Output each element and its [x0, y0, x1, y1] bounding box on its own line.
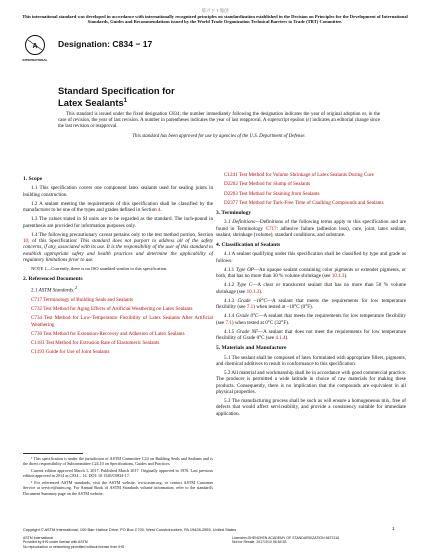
para-1-3: 1.3 The values stated in SI units are to be regarded as the standard. The inch-pound in parenthesis are provided for information purposes only. — [23, 216, 213, 229]
reference-item[interactable]: C734 Test Method for Low-Temperature Flexibility of Latex Sealants After Artificial Weathering — [31, 315, 214, 328]
para-4-1-1: 4.1.1 Type OP—An opaque sealant containing color pigments or extender pigments, or both, that has no more than 30 % volume shrinkage (see 10.1.3). — [216, 266, 406, 279]
notice-text: This international standard was developed in accordance with internationally recognized principles on standardization established in the Decision on Principles for the Development of International Standards, Guides and Recommendations issued by the World Trade Organization Technical Barriers to Trade (TBT) Committee. — [22, 13, 408, 25]
footnote-1-edition: Current edition approved March 1, 2017. Published March 2017. Originally approved in 1976. Last previous edition approved in 2014 as C834 – 14. DOI: 10.1520/C0834-17. — [23, 468, 213, 479]
reference-item[interactable]: C736 Test Method for Extension-Recovery and Adhesion of Latex Sealants — [31, 330, 185, 337]
reference-item[interactable]: D2203 Test Method for Staining from Sealants — [224, 190, 320, 197]
para-1-1: 1.1 This specification covers one component latex sealants used for sealing joints in building construction. — [23, 185, 213, 198]
section-10-1-3-link[interactable]: 10.1.3 — [246, 288, 260, 295]
reference-item[interactable]: C717 Terminology of Building Seals and Sealants — [31, 296, 133, 303]
section-4-1-4-link[interactable]: 4.1.4 — [275, 335, 286, 341]
classification-heading: 4. Classification of Sealants — [216, 242, 281, 248]
title-footnote-mark: 1 — [123, 98, 128, 104]
license-left: ASTM International Provided by IHS under license with ASTM No reproduction or networking permitted without license from IHS — [23, 536, 125, 549]
reference-list-left — [23, 297, 213, 356]
title-line-1: Standard Specification for — [58, 85, 175, 96]
para-1-4: 1.4 The following precautionary caveat pertains only to the test method portion, Section 10, of this Specification: This standard does not purport to address all of the safety concerns, if any, associated with its use. It is the responsibility of the user of this standard to establish appropriate safety and health practices and determine the applicability of regulatory limitations prior to use. — [23, 231, 213, 263]
copyright-line: Copyright © ASTM International, 100 Barr Harbor Drive, PO Box C700, West Conshohocken, PA 19428-2959. United States — [23, 527, 237, 532]
referenced-documents-heading: 2. Referenced Documents — [23, 275, 83, 282]
section-7-1-link[interactable]: 7.1 — [225, 319, 232, 326]
reference-list-right — [216, 172, 406, 206]
reference-item[interactable]: C1193 Guide for Use of Joint Sealants — [31, 349, 110, 356]
section-4-link[interactable]: 4 — [157, 207, 161, 213]
designation: Designation: C834 − 17 — [58, 39, 153, 49]
section-7-1-link[interactable]: 7.1 — [246, 304, 254, 310]
materials-heading: 5. Materials and Manufacture — [216, 345, 287, 352]
para-4-1-4: 4.1.4 Grade 0°C—A sealant that meets the requirements for low temperature flexibility (see 7.1) when tested at 0°C (32°F). — [216, 313, 406, 326]
para-4-1: 4.1 A sealant qualifying under this specification shall be classified by type and grade as follows: — [216, 251, 406, 264]
c717-link[interactable]: C717 — [265, 225, 277, 232]
astm-logo-icon — [24, 34, 46, 64]
logo-text: INTERNATIONAL — [22, 58, 48, 62]
scope-heading: 1. Scope — [23, 176, 43, 182]
title-line-2: Latex Sealants — [58, 97, 124, 109]
footnote-1: ¹ This specification is under the jurisdiction of ASTM Committee C24 on Building Seals and Sealants and is the direct responsibility of Subcommittee C24.10 on Specifications, Guides and Practices. — [23, 456, 213, 467]
reference-item[interactable]: C732 Test Method for Aging Effects of Artificial Weathering on Latex Sealants — [31, 306, 193, 313]
para-5-2: 5.2 All material and workmanship shall be in accordance with good commercial practice. The producer is permitted a wide latitude in choice of raw materials for making these products. Consequently, there is no implication that the compounds are equivalent in all physical properties. — [216, 370, 406, 395]
para-3-1: 3.1 Definitions—Definitions of the following terms apply to this specification and are found in Terminology C717: adhesive failure (adhesion loss), cure, joint, latex sealant, sealant, shrinkage (volume), standard conditions, and substrate. — [216, 219, 407, 238]
para-1-2: 1.2 A sealant meeting the requirements of this specification shall be classified by the manufacturer to be one of the types and grades defined in Section 4. — [23, 200, 213, 213]
svg-text:A: A — [32, 43, 38, 50]
garbled-mark: 郁兴卞 Ί 俺创 — [201, 8, 229, 13]
reference-item[interactable]: D2202 Test Method for Slump of Sealants — [224, 181, 311, 188]
footnotes — [23, 456, 213, 498]
left-column — [23, 172, 213, 359]
dod-approval-note: This standard has been approved for use by agencies of the U.S. Department of Defense. — [132, 134, 306, 140]
page-number: 1 — [392, 527, 395, 532]
footnote-rule — [23, 453, 83, 454]
reference-item[interactable]: D2377 Test Method for Tack-Free Time of Caulking Compounds and Sealants — [224, 199, 384, 206]
license-right: Licensee=SHENZHEN ACADEMY OF STANDARDIZATION 6672116 Not for Resale, 2017/3/10 06:54:53 — [232, 536, 340, 545]
reference-item[interactable]: C1183 Test Method for Extrusion Rate of Elastomeric Sealants — [31, 340, 160, 347]
footnote-2: ² For referenced ASTM standards, visit the ASTM website, www.astm.org, or contact ASTM Customer Service at service@astm.org. For Annual Book of ASTM Standards volume information, refer to the standard's Document Summary page on the ASTM website. — [23, 480, 213, 496]
section-10-link[interactable]: 10 — [23, 238, 29, 244]
para-5-1: 5.1 The sealant shall be composed of latex formulated with appropriate fillers, pigments, and chemical additives to result in conformance to this specification. — [216, 354, 406, 367]
para-4-1-5: 4.1.5 Grade NF—A sealant that does not meet the requirements for low temperature flexibility of Grade 0°C (see 4.1.4). — [216, 328, 406, 341]
intro-block — [58, 112, 380, 144]
para-4-1-3: 4.1.3 Grade –18°C—A sealant that meets the requirements for low temperature flexibility (see 7.1) when tested at –18°C (0°F). — [216, 297, 406, 310]
right-column — [216, 172, 406, 420]
top-notice — [22, 8, 408, 25]
para-5-3: 5.3 The manufacturing process shall be such as will ensure a homogeneous mix, free of defects that would affect serviceability, and provide a consistency suitable for immediate application. — [216, 398, 406, 417]
reference-item[interactable]: C1241 Test Method for Volume Shrinkage of Latex Sealants During Cure — [224, 172, 374, 178]
para-2-1: 2.1 ASTM Standards:$^2$ — [31, 284, 77, 294]
terminology-heading: 3. Terminology — [216, 210, 252, 216]
intro-paragraph: This standard is issued under the fixed designation C834; the number immediately following the designation indicates the year of original adoption or, in the case of revision, the year of last revision. A number in parentheses indicates the year of last reapproval. A superscript epsilon (ε) indicates an editorial change since the last revision or reapproval. — [58, 112, 380, 130]
page-title — [58, 85, 378, 108]
para-4-1-2: 4.1.2 Type C—A clear or translucent sealant that has no more than 50 % volume shrinkage (see 10.1.3). — [216, 282, 406, 295]
note-1: NOTE 1—Currently, there is no ISO standard similar to this specification. — [31, 266, 168, 271]
section-10-1-3-link[interactable]: 10.1.3 — [331, 273, 345, 279]
